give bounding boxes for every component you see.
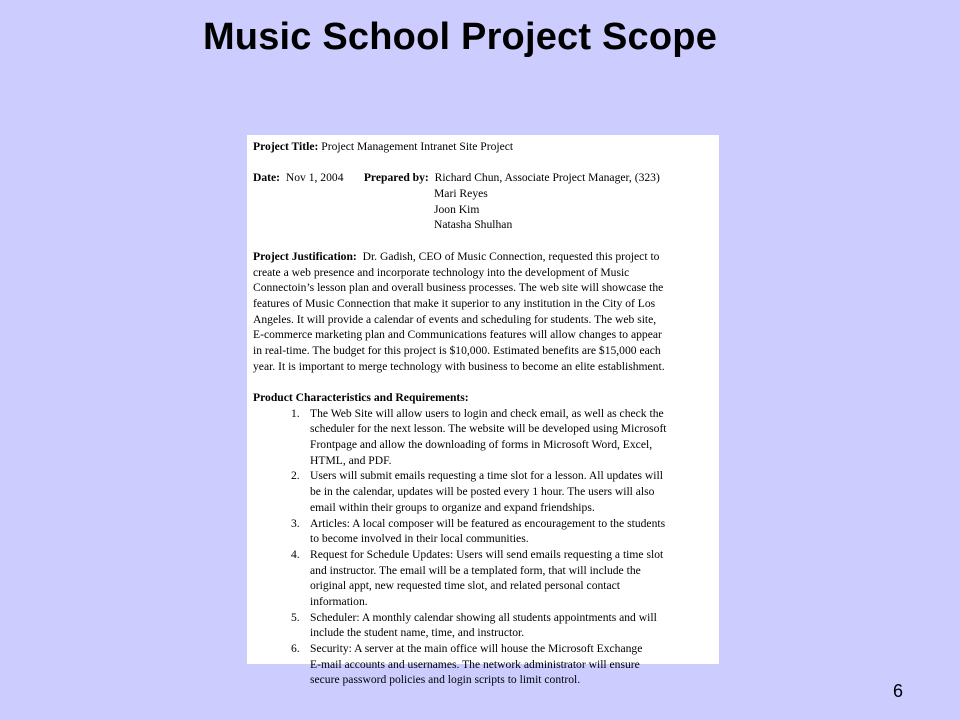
project-title-label: Project Title: bbox=[253, 140, 319, 153]
requirement-line: Articles: A local composer will be featured as encouragement to the students bbox=[310, 516, 666, 530]
requirement-line: be in the calendar, updates will be posted every 1 hour. The users will also bbox=[310, 485, 655, 499]
requirement-text bbox=[310, 610, 713, 641]
requirement-line: HTML, and PDF. bbox=[310, 453, 392, 467]
requirement-line: Request for Schedule Updates: Users will send emails requesting a time slot bbox=[310, 547, 664, 561]
requirement-item bbox=[253, 641, 713, 688]
project-title-row bbox=[253, 139, 713, 155]
justification-line: E-commerce marketing plan and Communications features will allow changes to appear bbox=[253, 328, 662, 342]
requirement-item bbox=[253, 516, 713, 547]
spacer bbox=[253, 155, 713, 171]
requirement-text bbox=[310, 547, 713, 610]
spacer bbox=[253, 374, 713, 390]
requirements-list bbox=[253, 406, 713, 688]
date-row bbox=[253, 170, 713, 186]
requirement-line: E-mail accounts and usernames. The network administrator will ensure bbox=[310, 657, 640, 671]
requirement-number: 1. bbox=[291, 406, 300, 420]
requirement-line: original appt, new requested time slot, and related personal contact bbox=[310, 579, 621, 593]
preparer-name: Natasha Shulhan bbox=[434, 218, 513, 232]
requirement-number: 6. bbox=[291, 642, 300, 655]
requirement-text bbox=[310, 516, 713, 547]
project-scope-document bbox=[247, 135, 719, 687]
spacer bbox=[253, 233, 713, 249]
justification-line: Angeles. It will provide a calendar of events and scheduling for students. The web site, bbox=[253, 312, 657, 326]
justification-text: Dr. Gadish, CEO of Music Connection, requested this project to bbox=[362, 249, 660, 263]
preparer-name: Richard Chun, Associate Project Manager, (323) bbox=[434, 171, 660, 185]
requirement-number: 2. bbox=[291, 469, 300, 483]
justification-line: create a web presence and incorporate technology into the development of Music bbox=[253, 265, 630, 279]
requirement-item bbox=[253, 547, 713, 610]
requirement-line: Security: A server at the main office will house the Microsoft Exchange bbox=[310, 642, 643, 655]
requirement-number: 4. bbox=[291, 547, 300, 561]
requirement-line: email within their groups to organize and expand friendships. bbox=[310, 500, 595, 514]
justification-line: features of Music Connection that make it superior to any institution in the City of Los bbox=[253, 296, 656, 310]
requirement-line: secure password policies and login scripts to limit control. bbox=[310, 673, 581, 687]
requirement-line: scheduler for the next lesson. The website will be developed using Microsoft bbox=[310, 422, 667, 436]
date-label: Date: bbox=[253, 171, 281, 185]
requirement-line: information. bbox=[310, 594, 368, 608]
requirement-line: Frontpage and allow the downloading of forms in Microsoft Word, Excel, bbox=[310, 438, 653, 452]
requirement-text bbox=[310, 468, 713, 515]
preparer-name: Joon Kim bbox=[434, 202, 480, 216]
requirement-text bbox=[310, 641, 713, 688]
justification-line: Connectoin’s lesson plan and overall business processes. The web site will showcase the bbox=[253, 281, 664, 295]
requirement-item bbox=[253, 406, 713, 469]
slide-title: Music School Project Scope bbox=[202, 16, 718, 58]
characteristics-heading: Product Characteristics and Requirements: bbox=[253, 391, 469, 404]
requirement-line: include the student name, time, and instructor. bbox=[310, 626, 525, 640]
preparer-name: Mari Reyes bbox=[434, 187, 488, 201]
requirement-item bbox=[253, 610, 713, 641]
requirement-line: to become involved in their local communities. bbox=[310, 532, 529, 546]
justification-line bbox=[253, 249, 713, 265]
prepared-by-label: Prepared by: bbox=[363, 171, 429, 185]
requirement-item bbox=[253, 468, 713, 515]
requirement-line: The Web Site will allow users to login and check email, as well as check the bbox=[310, 406, 664, 420]
project-title-value: Project Management Intranet Site Project bbox=[321, 140, 514, 153]
requirement-line: and instructor. The email will be a templated form, that will include the bbox=[310, 563, 641, 577]
requirement-line: Scheduler: A monthly calendar showing all students appointments and will bbox=[310, 610, 657, 624]
justification-label: Project Justification: bbox=[253, 249, 357, 263]
requirement-text bbox=[310, 406, 713, 469]
requirement-line: Users will submit emails requesting a time slot for a lesson. All updates will bbox=[310, 469, 663, 483]
justification-line: in real-time. The budget for this project is $10,000. Estimated benefits are $15,000 each bbox=[253, 343, 661, 357]
requirement-number: 5. bbox=[291, 610, 300, 624]
date-value: Nov 1, 2004 bbox=[285, 171, 344, 185]
page-number: 6 bbox=[892, 681, 903, 701]
justification-line: year. It is important to merge technology with business to become an elite establishment. bbox=[253, 359, 665, 373]
requirement-number: 3. bbox=[291, 516, 300, 530]
